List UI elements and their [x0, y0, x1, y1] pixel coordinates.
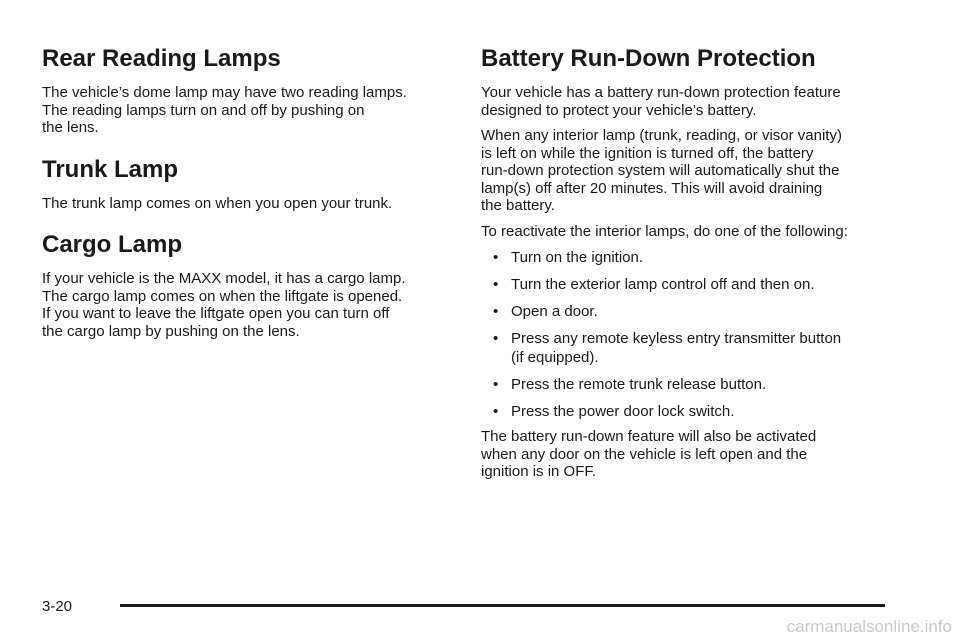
list-item — [481, 402, 901, 421]
list-item-text: Press the power door lock switch. — [511, 403, 735, 420]
list-item-text: Open a door. — [511, 303, 598, 320]
rear-reading-lamps-body: The vehicle’s dome lamp may have two reading lamps. The reading lamps turn on and off by pushing on the lens. — [42, 84, 407, 136]
rear-reading-lamps-heading: Rear Reading Lamps — [42, 45, 281, 72]
battery-description-paragraph: When any interior lamp (trunk, reading, or visor vanity) is left on while the ignition is turned off, the battery run-down protection system will automatically shut the lamp(s) off after 20 minutes. This will avoid draining the battery. — [481, 127, 842, 214]
page-number: 3-20 — [42, 598, 73, 615]
trunk-lamp-heading: Trunk Lamp — [42, 156, 179, 183]
list-item — [481, 329, 901, 367]
list-item — [481, 302, 901, 321]
battery-closing-paragraph: The battery run-down feature will also be activated when any door on the vehicle is left open and the ignition is in OFF. — [481, 428, 817, 480]
bullet-icon: • — [493, 403, 499, 420]
bullet-icon: • — [493, 376, 499, 393]
cargo-lamp-body: If your vehicle is the MAXX model, it has a cargo lamp. The cargo lamp comes on when the liftgate is opened. If you want to leave the liftgate open you can turn off the cargo lamp by pushing on the lens. — [42, 270, 406, 340]
list-item — [481, 248, 901, 267]
list-item-text: Press any remote keyless entry transmitter button (if equipped). — [511, 330, 842, 366]
bullet-icon: • — [493, 249, 499, 266]
battery-reactivate-paragraph: To reactivate the interior lamps, do one of the following: — [481, 223, 848, 240]
list-item-text: Turn on the ignition. — [511, 249, 644, 266]
reactivate-options-list — [481, 248, 901, 429]
bullet-icon: • — [493, 330, 499, 347]
list-item-text: Press the remote trunk release button. — [511, 376, 767, 393]
battery-protection-heading: Battery Run-Down Protection — [481, 45, 816, 72]
bullet-icon: • — [493, 303, 499, 320]
battery-intro-paragraph: Your vehicle has a battery run-down protection feature designed to protect your vehicle’s battery. — [481, 84, 841, 119]
site-watermark: carmanualsonline.info — [786, 617, 952, 636]
footer-divider — [120, 604, 885, 607]
list-item-text: Turn the exterior lamp control off and then on. — [511, 276, 815, 293]
list-item — [481, 375, 901, 394]
cargo-lamp-heading: Cargo Lamp — [42, 231, 183, 258]
bullet-icon: • — [493, 276, 499, 293]
trunk-lamp-body: The trunk lamp comes on when you open your trunk. — [42, 195, 393, 212]
list-item — [481, 275, 901, 294]
